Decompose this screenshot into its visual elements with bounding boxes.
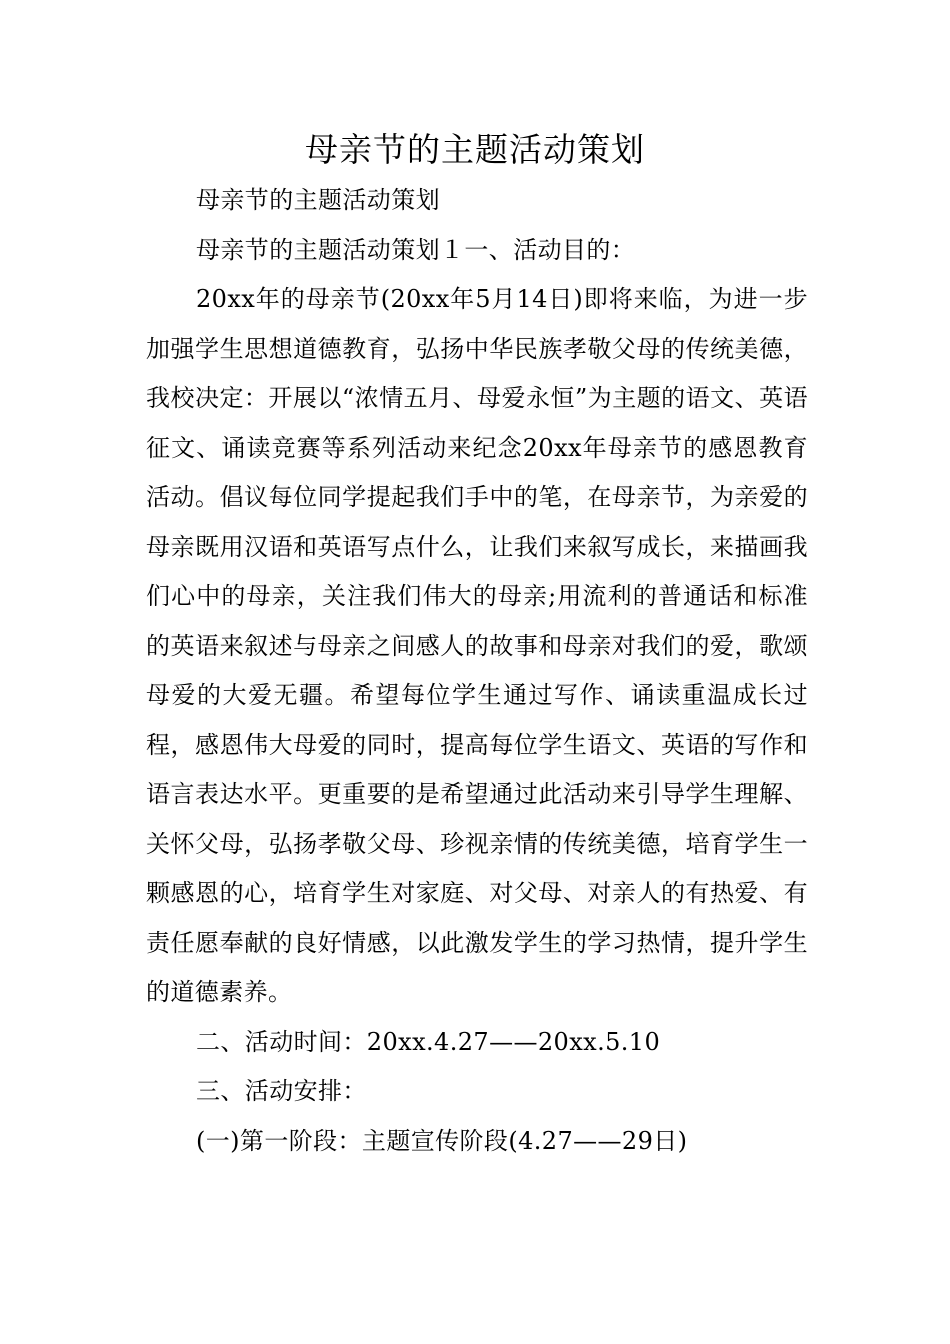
paragraph-subtitle: 母亲节的主题活动策划 <box>196 186 440 214</box>
document-title: 母亲节的主题活动策划 <box>305 130 645 169</box>
paragraph-purpose: 20xx年的母亲节(20xx年5月14日)即将来临，为进一步加强学生思想道德教育，弘扬中华民族孝敬父母的传统美德，我校决定：开展以“浓情五月、母爱永恒”为主题的语文、英语征文、诵读竞赛等系列活动来纪念20xx年母亲节的感恩教育活动。倡议每位同学提起我们手中的笔，在母亲节，为亲爱的母亲既用汉语和英语写点什么，让我们来叙写成长，来描画我们心中的母亲，关注我们伟大的母亲;用流利的普通话和标准的英语来叙述与母亲之间感人的故事和母亲对我们的爱，歌颂母爱的大爱无疆。希望每位学生通过写作、诵读重温成长过程，感恩伟大母爱的同时，提高每位学生语文、英语的写作和语言表达水平。更重要的是希望通过此活动来引导学生理解、关怀父母，弘扬孝敬父母、珍视亲情的传统美德，培育学生一颗感恩的心，培育学生对家庭、对父母、对亲人的有热爱、有责任愿奉献的良好情感，以此激发学生的学习热情，提升学生的道德素养。 <box>146 285 808 1006</box>
paragraph-stage-one: (一)第一阶段：主题宣传阶段(4.27——29日) <box>196 1126 688 1155</box>
paragraph-activity-arrangement: 三、活动安排： <box>196 1077 367 1105</box>
document-body <box>146 176 808 1166</box>
paragraph-section-one-heading: 母亲节的主题活动策划１一、活动目的： <box>196 235 636 264</box>
paragraph-activity-time: 二、活动时间：20xx.4.27——20xx.5.10 <box>196 1027 661 1056</box>
